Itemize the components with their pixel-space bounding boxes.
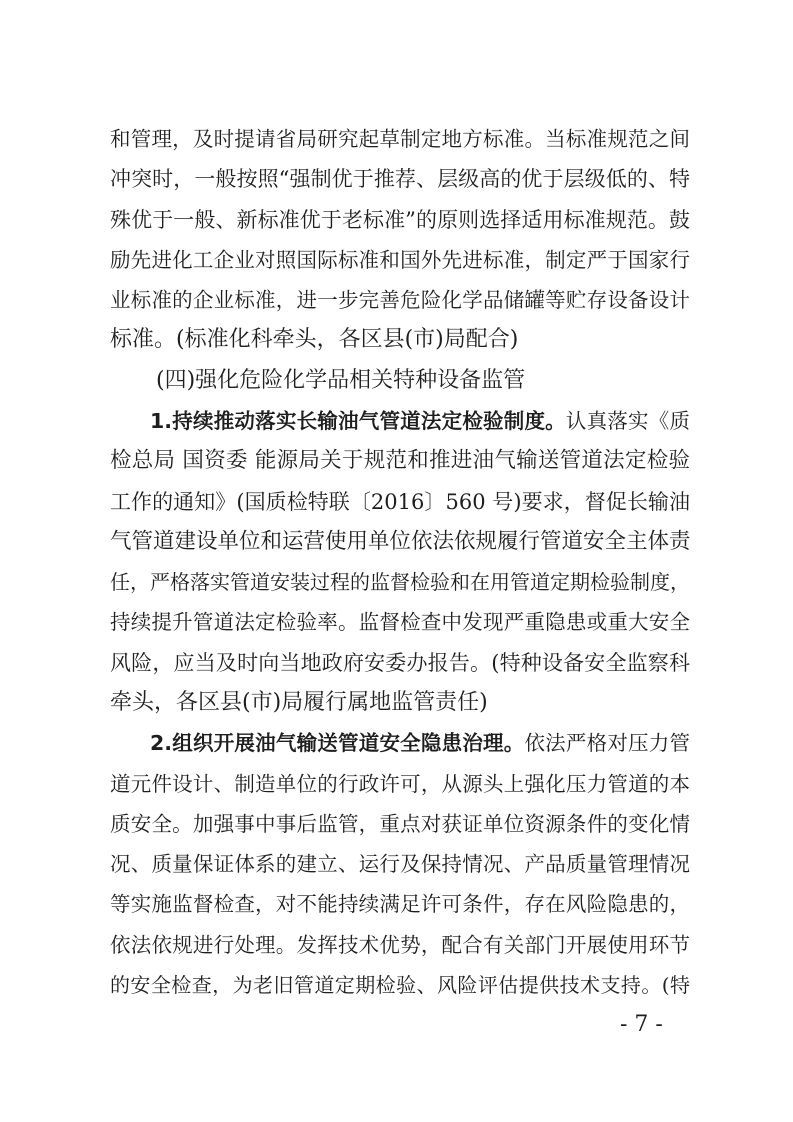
paragraph-line: 牵头，各区县(市)局履行属地监管责任): [110, 690, 488, 715]
paragraph-line: 气管道建设单位和运营使用单位依法依规履行管道安全主体责: [110, 529, 691, 554]
paragraph-line: 标准。(标准化科牵头，各区县(市)局配合): [110, 327, 519, 352]
paragraph-line: 殊优于一般、新标准优于老标准”的原则选择适用标准规范。鼓: [110, 208, 690, 232]
paragraph-line: 况、质量保证体系的建立、运行及保持情况、产品质量管理情况: [110, 852, 690, 876]
paragraph-line: 冲突时，一般按照“强制优于推荐、层级高的优于层级低的、特: [110, 167, 690, 191]
paragraph-line: 等实施监督检查，对不能持续满足许可条件，存在风险隐患的，: [110, 892, 690, 916]
paragraph-line: 道元件设计、制造单位的行政许可，从源头上强化压力管道的本: [110, 772, 690, 796]
paragraph-line: 依法依规进行处理。发挥技术优势，配合有关部门开展使用环节: [110, 933, 690, 957]
page-number: - 7 -: [620, 1012, 663, 1037]
paragraph-line: 的安全检查，为老旧管道定期检验、风险评估提供技术支持。(特: [110, 973, 690, 997]
paragraph-line: 质安全。加强事中事后监管，重点对获证单位资源条件的变化情: [110, 812, 690, 836]
item2-first-line: [150, 728, 690, 758]
paragraph-line: 任，严格落实管道安装过程的监督检验和在用管道定期检验制度，: [110, 570, 690, 594]
paragraph-line: 检总局 国资委 能源局关于规范和推进油气输送管道法定检验: [110, 448, 690, 473]
paragraph-line: 工作的通知》(国质检特联〔2016〕560 号)要求，督促长输油: [110, 490, 690, 514]
item1-title: 1.持续推动落实长输油气管道法定检验制度。: [150, 409, 566, 433]
item2-text: 依法严格对压力管: [524, 731, 690, 755]
item2-title: 2.组织开展油气输送管道安全隐患治理。: [150, 731, 525, 755]
paragraph-line: 持续提升管道法定检验率。监督检查中发现严重隐患或重大安全: [110, 610, 690, 634]
paragraph-line: 风险，应当及时向当地政府安委办报告。(特种设备安全监察科: [110, 651, 690, 675]
item1-text: 认真落实《质: [565, 409, 690, 433]
paragraph-line: 励先进化工企业对照国际标准和国外先进标准，制定严于国家行: [110, 248, 690, 272]
paragraph-line: 业标准的企业标准，进一步完善危险化学品储罐等贮存设备设计: [110, 288, 690, 312]
section-heading: (四)强化危险化学品相关特种设备监管: [156, 368, 526, 393]
paragraph-line: 和管理，及时提请省局研究起草制定地方标准。当标准规范之间: [110, 127, 690, 151]
item1-first-line: [150, 406, 690, 436]
